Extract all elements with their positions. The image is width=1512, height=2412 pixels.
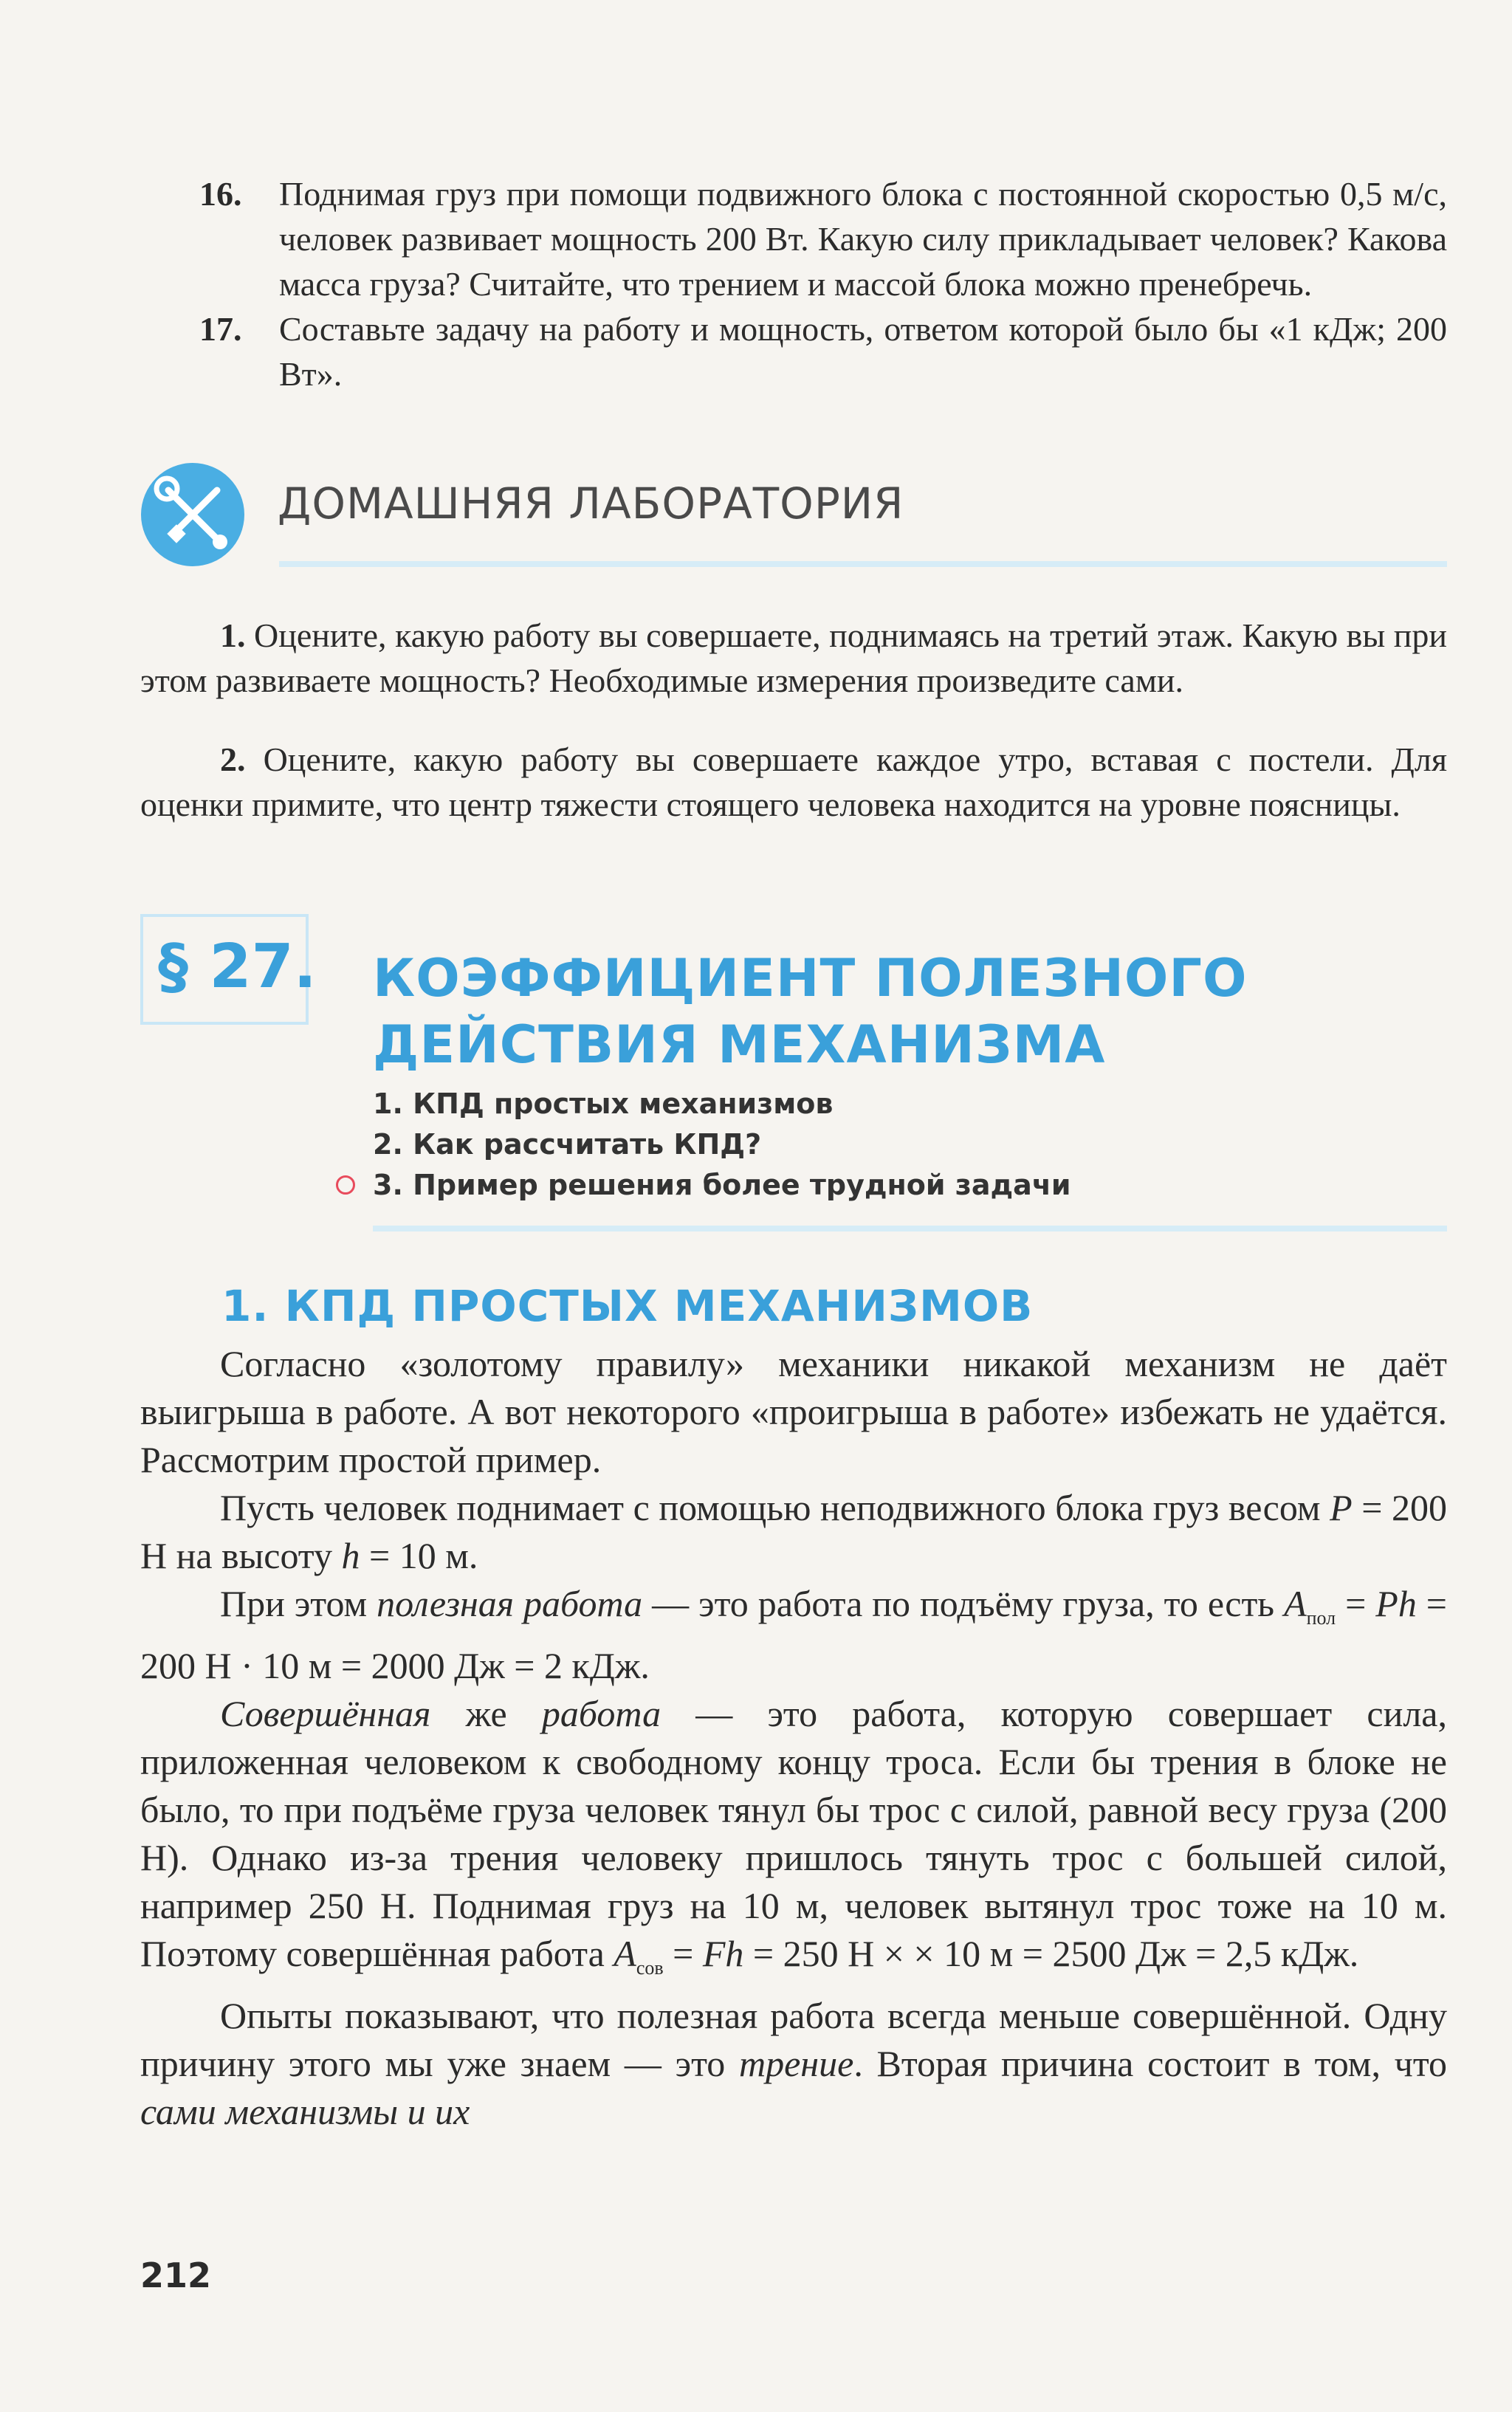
section-title-line: КОЭФФИЦИЕНТ ПОЛЕЗНОГО: [373, 948, 1248, 1009]
task-text: Оцените, какую работу вы совершаете, поднимаясь на третий этаж. Какую вы при этом развиваете мощность? Необходимые измерения произведите сами.: [140, 616, 1447, 699]
toc-divider: [373, 1226, 1447, 1231]
section-toc: [373, 1084, 1071, 1206]
text-run: = 200 Н · 10 м = 2000 Дж = 2 кДж.: [140, 1583, 1447, 1686]
paragraph: [140, 1580, 1447, 1690]
tools-icon: [140, 462, 245, 567]
text-run: Опыты показывают, что полезная работа всегда меньше совершённой. Одну причину этого мы уже знаем — это: [140, 1995, 1447, 2084]
term: работа: [541, 1693, 662, 1734]
page-number: 212: [140, 2255, 212, 2295]
exercise-text: Составьте задачу на работу и мощность, ответом которой было бы «1 кДж; 200 Вт».: [279, 310, 1447, 393]
toc-item: [373, 1165, 1071, 1206]
subscript: пол: [1306, 1607, 1336, 1629]
exercise-number: 16.: [199, 175, 242, 213]
term: полезная работа: [377, 1583, 643, 1624]
variable: h: [341, 1535, 360, 1576]
text-run: = 250 Н × × 10 м = 2500 Дж = 2,5 кДж.: [743, 1933, 1359, 1974]
variable: Fh: [702, 1933, 744, 1974]
paragraph: Согласно «золотому правилу» механики никакой механизм не даёт выигрыша в работе. А вот некоторого «проигрыша в работе» избежать не удаётся. Рассмотрим простой пример.: [140, 1343, 1447, 1480]
toc-item: 1. КПД простых механизмов: [373, 1088, 834, 1120]
paragraph: [140, 1690, 1447, 1992]
lab-task: [140, 613, 1447, 703]
text-run: =: [663, 1933, 703, 1974]
exercise-text: Поднимая груз при помощи подвижного блока с постоянной скоростью 0,5 м/с, человек развивает мощность 200 Вт. Какую силу прикладывает человек? Какова масса груза? Считайте, что трением и массой блока можно пренебречь.: [279, 175, 1447, 303]
advanced-circle-icon: [336, 1175, 355, 1195]
variable: A: [614, 1933, 636, 1974]
term: трение: [739, 2043, 854, 2084]
lab-tasks: [140, 579, 1447, 827]
section-title: [373, 945, 1248, 1078]
text-run: При этом: [220, 1583, 377, 1624]
text-run: = 10 м.: [360, 1535, 478, 1576]
paragraph: [140, 1992, 1447, 2136]
text-run: = 200 Н на высоту: [140, 1487, 1447, 1576]
text-run: =: [1336, 1583, 1376, 1624]
toc-item-label: 3. Пример решения более трудной задачи: [373, 1169, 1071, 1201]
term: сами механизмы и их: [140, 2091, 470, 2132]
task-number: 2.: [220, 741, 246, 778]
section-title-line: ДЕЙСТВИЯ МЕХАНИЗМА: [373, 1014, 1106, 1075]
paragraph-label: § 27.: [158, 932, 317, 1002]
exercise-item: [199, 171, 1447, 306]
lab-divider: [279, 561, 1447, 567]
exercise-item: [199, 306, 1447, 396]
variable: A: [1284, 1583, 1307, 1624]
variable: Ph: [1375, 1583, 1417, 1624]
exercise-number: 17.: [199, 310, 242, 348]
task-number: 1.: [220, 616, 246, 654]
text-run: Пусть человек поднимает с помощью неподвижного блока груз весом: [220, 1487, 1330, 1528]
toc-item: 2. Как рассчитать КПД?: [373, 1128, 762, 1161]
subsection-title: 1. КПД ПРОСТЫХ МЕХАНИЗМОВ: [221, 1281, 1034, 1331]
task-text: Оцените, какую работу вы совершаете каждое утро, вставая с постели. Для оценки примите, что центр тяжести стоящего человека находится на уровне поясницы.: [140, 741, 1448, 823]
subscript: сов: [636, 1957, 664, 1979]
lab-task: [140, 737, 1447, 827]
exercises-list: [199, 171, 1447, 396]
text-run: — это работа, которую совершает сила, приложенная человеком к свободному концу троса. Если бы трения в блоке не было, то при подъёме груза человек тянул бы трос с силой, равной весу груза (200 Н). Однако из-за трения человеку пришлось тянуть трос с большей силой, например 250 Н. Поднимая груз на 10 м, человек вытянул трос тоже на 10 м. Поэтому совершённая работа: [140, 1693, 1447, 1974]
text-run: . Вторая причина состоит в том, что: [853, 2043, 1448, 2084]
term: Совершённая: [220, 1693, 431, 1734]
body-text: [140, 1340, 1447, 2136]
paragraph: [140, 1484, 1447, 1580]
text-run: же: [430, 1693, 542, 1734]
text-run: — это работа по подъёму груза, то есть: [642, 1583, 1285, 1624]
lab-title: ДОМАШНЯЯ ЛАБОРАТОРИЯ: [278, 478, 904, 529]
variable: P: [1330, 1487, 1353, 1528]
